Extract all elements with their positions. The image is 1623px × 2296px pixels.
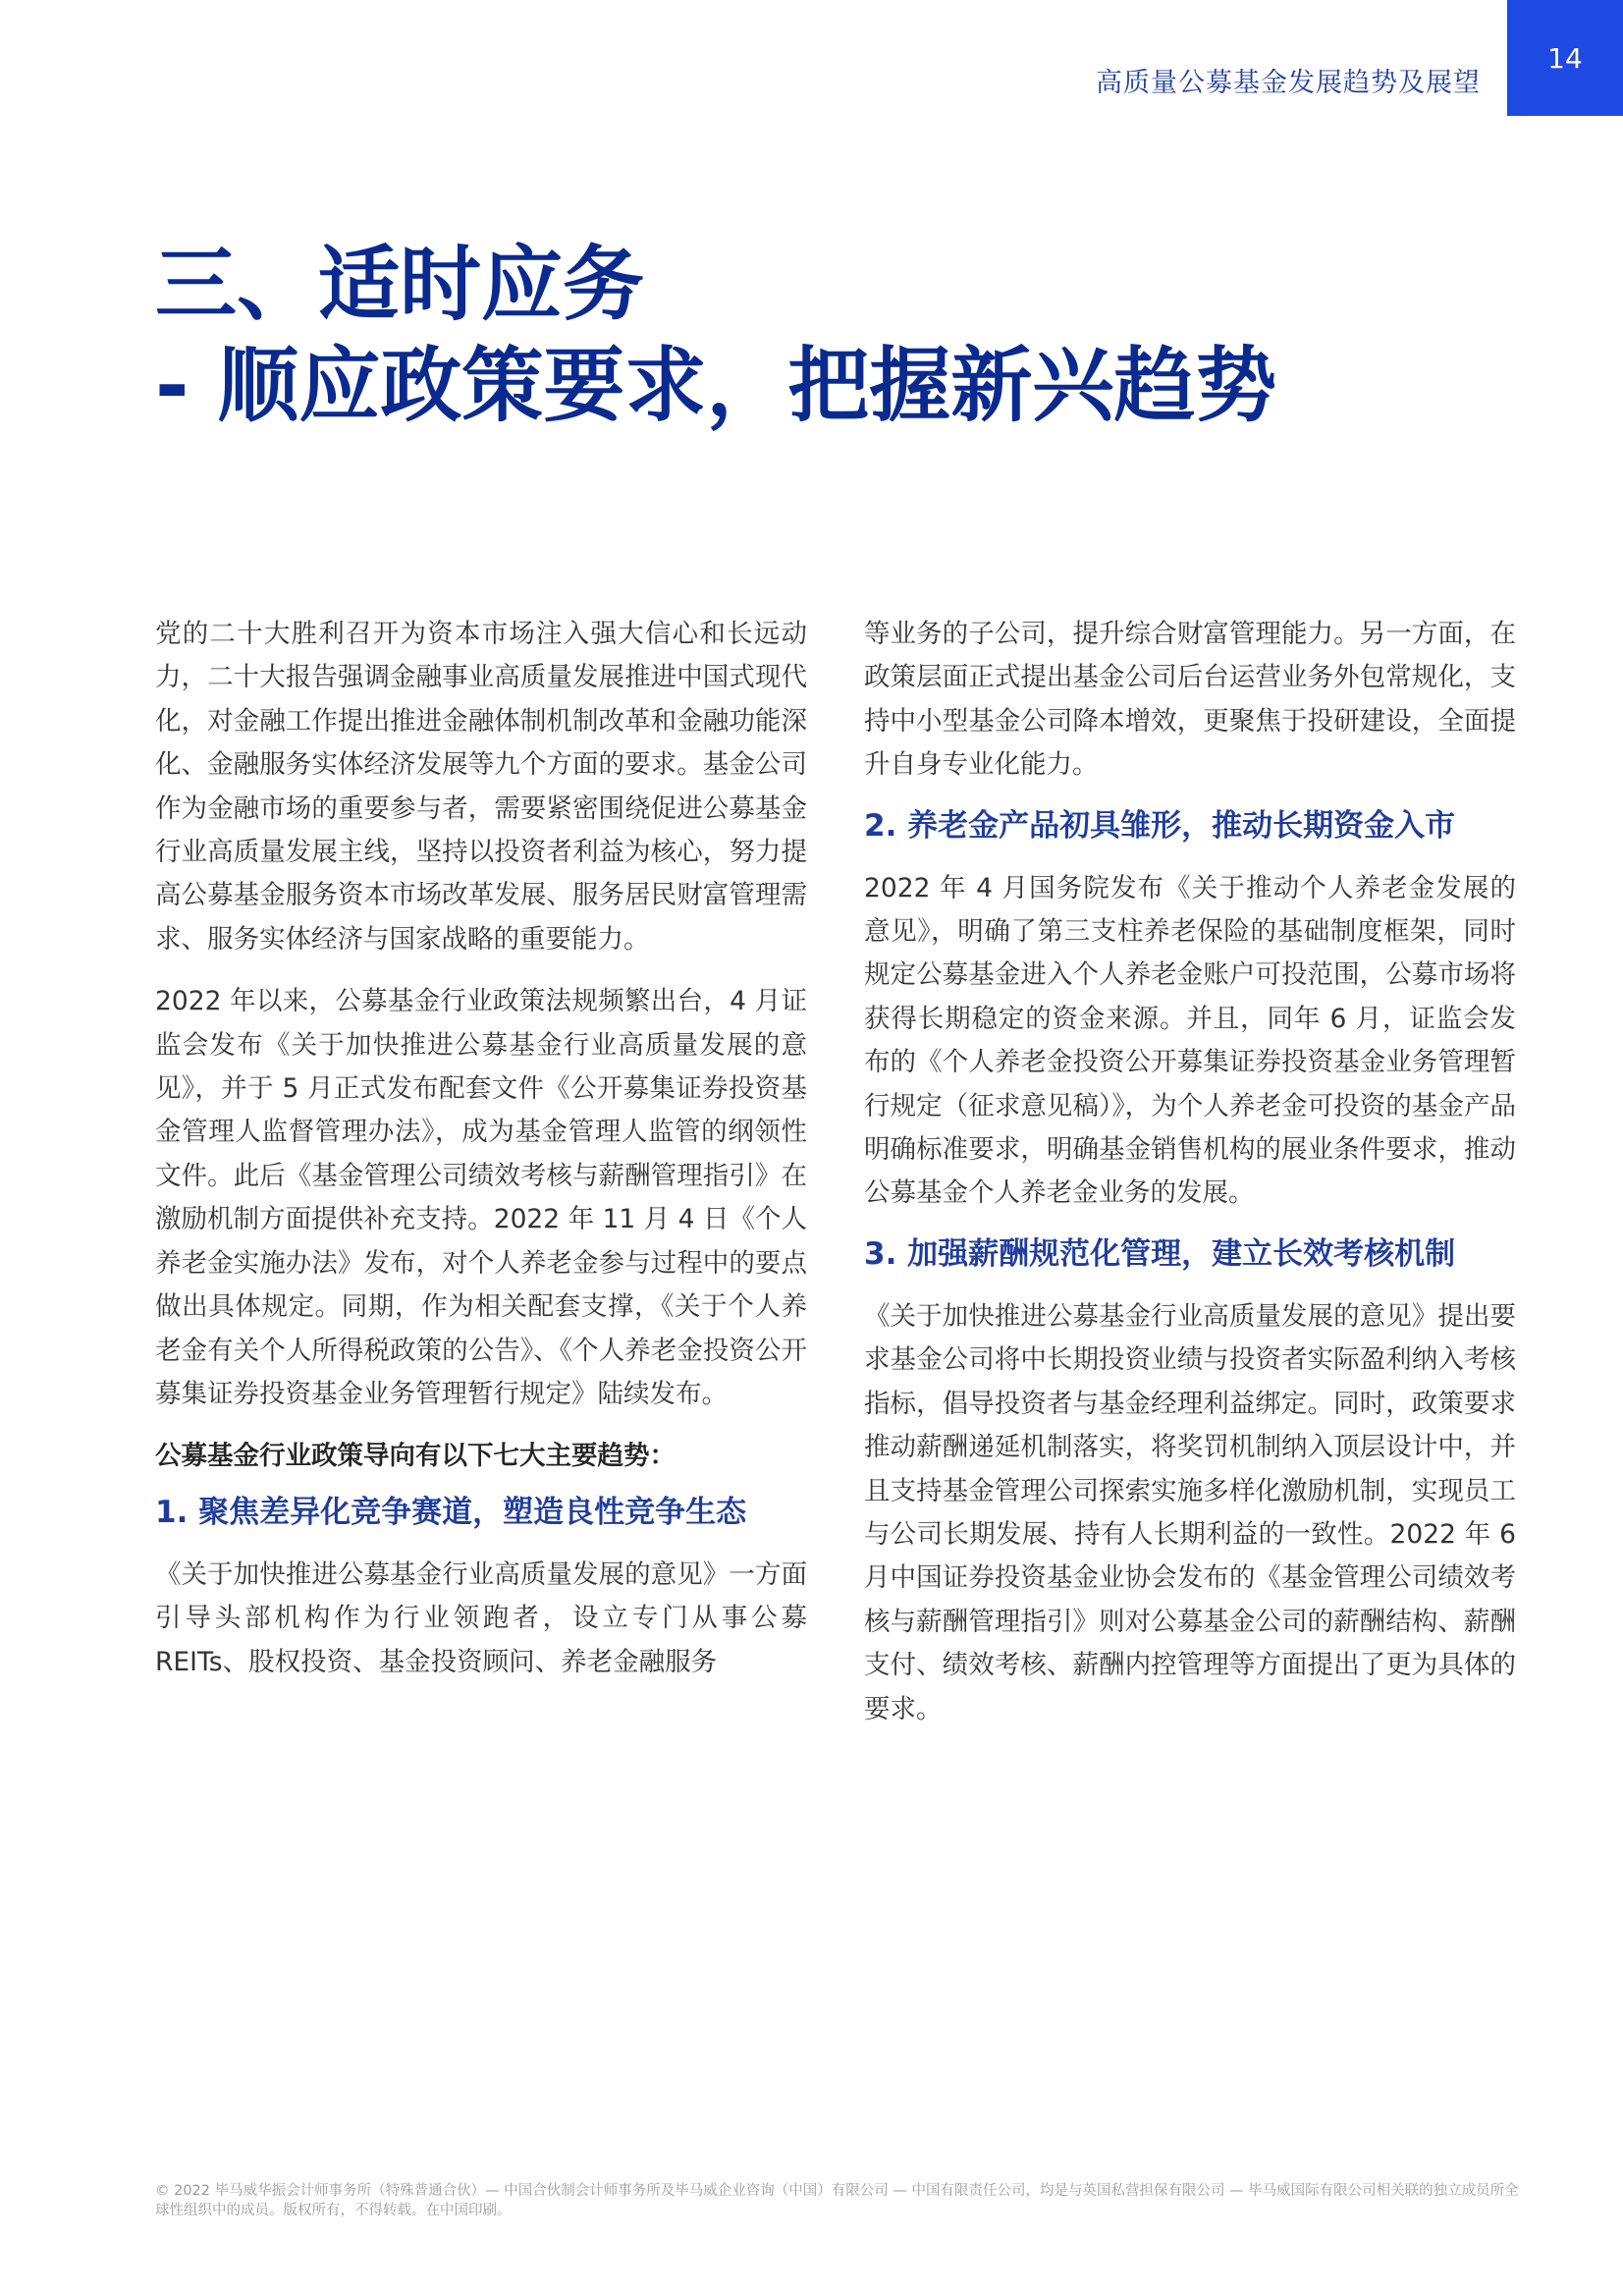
trend-heading-3: 3. 加强薪酬规范化管理，建立长效考核机制: [864, 1235, 1456, 1272]
paragraph-policy-overview: 2022 年以来，公募基金行业政策法规频繁出台，4 月证监会发布《关于加快推进公募基金行业高质量发展的意见》，并于 5 月正式发布配套文件《公开募集证券投资基金管理人监督管理办法》，成为基金管理人监管的纲领性文件。此后《基金管理公司绩效考核与薪酬管理指引》在激励机制方面提供补充支持。2022 年 11 月 4 日《个人养老金实施办法》发布，对个人养老金参与过程中的要点做出具体规定。同期，作为相关配套支撑，《关于个人养老金有关个人所得税政策的公告》、《个人养老金投资公开募集证券投资基金业务管理暂行规定》陆续发布。: [155, 986, 807, 1409]
running-header-title: 高质量公募基金发展趋势及展望: [1096, 68, 1481, 98]
section-title: [155, 234, 1276, 436]
paragraph-trend-3: 《关于加快推进公募基金行业高质量发展的意见》提出要求基金公司将中长期投资业绩与投资者实际盈利纳入考核指标，倡导投资者与基金经理利益绑定。同时，政策要求推动薪酬递延机制落实，将奖罚机制纳入顶层设计中，并且支持基金管理公司探索实施多样化激励机制，实现员工与公司长期发展、持有人长期利益的一致性。2022 年 6 月中国证券投资基金业协会发布的《基金管理公司绩效考核与薪酬管理指引》则对公募基金公司的薪酬结构、薪酬支付、绩效考核、薪酬内控管理等方面提出了更为具体的要求。: [864, 1300, 1516, 1724]
trends-lead-in: 公募基金行业政策导向有以下七大主要趋势：: [155, 1441, 676, 1472]
trend-heading-1: 1. 聚焦差异化竞争赛道，塑造良性竞争生态: [155, 1494, 747, 1530]
section-title-line-1: 三、适时应务: [155, 237, 644, 332]
paragraph-trend-1: 《关于加快推进公募基金行业高质量发展的意见》一方面引导头部机构作为行业领跑者，设立专门从事公募 REITs、股权投资、基金投资顾问、养老金融服务: [155, 1558, 807, 1677]
trend-heading-2: 2. 养老金产品初具雏形，推动长期资金入市: [864, 807, 1456, 844]
left-column: [155, 613, 807, 1703]
copyright-footer: © 2022 毕马威华振会计师事务所（特殊普通合伙）— 中国合伙制会计师事务所及毕马威企业咨询（中国）有限公司 — 中国有限责任公司，均是与英国私营担保有限公司 — 毕马威国际有限公司相关联的独立成员所全球性组织中的成员。版权所有，不得转载。在中国印刷。: [155, 2183, 1519, 2218]
paragraph-trend-2: 2022 年 4 月国务院发布《关于推动个人养老金发展的意见》，明确了第三支柱养老保险的基础制度框架，同时规定公募基金进入个人养老金账户可投范围，公募市场将获得长期稳定的资金来源。并且，同年 6 月，证监会发布的《个人养老金投资公开募集证券投资基金业务管理暂行规定（征求意见稿）》，为个人养老金可投资的基金产品明确标准要求，明确基金销售机构的展业条件要求，推动公募基金个人养老金业务的发展。: [864, 872, 1516, 1209]
section-title-line-2: - 顺应政策要求，把握新兴趋势: [155, 338, 1277, 433]
paragraph-trend-1-continued: 等业务的子公司，提升综合财富管理能力。另一方面，在政策层面正式提出基金公司后台运营业务外包常规化，支持中小型基金公司降本增效，更聚焦于投研建设，全面提升自身专业化能力。: [864, 619, 1516, 781]
paragraph-intro: 党的二十大胜利召开为资本市场注入强大信心和长远动力，二十大报告强调金融事业高质量发展推进中国式现代化，对金融工作提出推进金融体制机制改革和金融功能深化、金融服务实体经济发展等九个方面的要求。基金公司作为金融市场的重要参与者，需要紧密围绕促进公募基金行业高质量发展主线，坚持以投资者利益为核心，努力提高公募基金服务资本市场改革发展、服务居民财富管理需求、服务实体经济与国家战略的重要能力。: [155, 619, 807, 955]
right-column: [864, 613, 1516, 1750]
page-number-badge: 14: [1507, 0, 1623, 116]
